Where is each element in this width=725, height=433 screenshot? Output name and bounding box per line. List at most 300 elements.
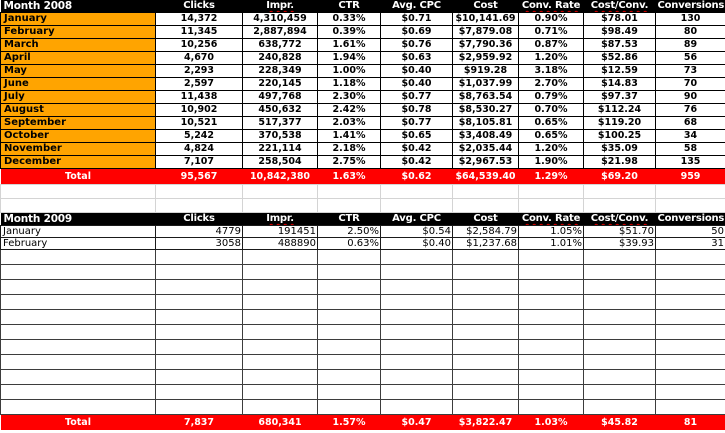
total-row-2008-value-cell[interactable]: $64,539.40 (453, 169, 519, 185)
month-row-2009-value-cell[interactable]: 50 (656, 226, 725, 238)
empty-row-value-cell[interactable] (519, 310, 584, 325)
total-row-2009-value-cell[interactable]: $3,822.47 (453, 415, 519, 431)
empty-row-value-cell[interactable] (519, 280, 584, 295)
col-cost[interactable]: Cost (453, 213, 519, 226)
col-impressions[interactable]: Impr. (243, 213, 318, 226)
month-row-2008-value-cell[interactable]: $0.77 (381, 91, 453, 104)
month-row-2008-value-cell[interactable]: 2,597 (156, 78, 243, 91)
empty-row-value-cell[interactable] (156, 280, 243, 295)
month-row-2008-value-cell[interactable]: 0.71% (519, 26, 584, 39)
month-row-2008-value-cell[interactable]: $1,037.99 (453, 78, 519, 91)
month-row-2009-value-cell[interactable]: 0.63% (318, 238, 381, 250)
empty-row-label-cell[interactable] (1, 280, 156, 295)
empty-row-value-cell[interactable] (584, 295, 656, 310)
month-row-2008-value-cell[interactable]: 221,114 (243, 143, 318, 156)
empty-row-value-cell[interactable] (453, 385, 519, 400)
empty-row-value-cell[interactable] (318, 295, 381, 310)
total-row-2008-value-cell[interactable]: 959 (656, 169, 725, 185)
month-row-2009-label-cell[interactable]: February (1, 238, 156, 250)
month-row-2008 (1, 130, 725, 143)
spacer-row-value-cell[interactable] (381, 185, 453, 199)
empty-row-label-cell[interactable] (1, 340, 156, 355)
empty-row-value-cell[interactable] (519, 325, 584, 340)
month-row-2008-value-cell[interactable]: 0.90% (519, 13, 584, 26)
month-row-2008-value-cell[interactable]: 0.65% (519, 130, 584, 143)
month-row-2008-value-cell[interactable]: 2,887,894 (243, 26, 318, 39)
month-row-2008-value-cell[interactable]: $14.83 (584, 78, 656, 91)
month-row-2008-value-cell[interactable]: $0.63 (381, 52, 453, 65)
total-row-2008-value-cell[interactable]: 95,567 (156, 169, 243, 185)
empty-row-value-cell[interactable] (318, 325, 381, 340)
col-conversions[interactable]: Conversions (657, 0, 725, 11)
empty-row-value-cell[interactable] (156, 265, 243, 280)
empty-row-value-cell[interactable] (656, 355, 725, 370)
total-row-2008-value-cell[interactable]: 1.63% (318, 169, 381, 185)
month-row-2008 (1, 117, 725, 130)
table-2009-title[interactable]: Month 2009 (1, 213, 156, 226)
month-row-2008-value-cell[interactable]: 0.79% (519, 91, 584, 104)
month-row-2009-value-cell[interactable]: 1.01% (519, 238, 584, 250)
empty-row-value-cell[interactable] (584, 400, 656, 415)
empty-row-label-cell[interactable] (1, 325, 156, 340)
month-row-2009-value-cell[interactable]: 2.50% (318, 226, 381, 238)
total-row-2009-value-cell[interactable]: 1.57% (318, 415, 381, 431)
month-row-2008-value-cell[interactable]: 2.30% (318, 91, 381, 104)
col-avg-cpc[interactable]: Avg. CPC (381, 0, 453, 13)
month-row-2008-value-cell[interactable]: $119.20 (584, 117, 656, 130)
month-row-2008-value-cell[interactable]: 220,145 (243, 78, 318, 91)
month-row-2008-value-cell[interactable]: 497,768 (243, 91, 318, 104)
spacer-row-value-cell[interactable] (453, 185, 519, 199)
spacer-row-value-cell[interactable] (318, 185, 381, 199)
empty-row-value-cell[interactable] (584, 250, 656, 265)
month-row-2008-value-cell[interactable]: 1.94% (318, 52, 381, 65)
month-row-2008-value-cell[interactable]: 5,242 (156, 130, 243, 143)
month-row-2008-value-cell[interactable]: $0.42 (381, 156, 453, 169)
empty-row-value-cell[interactable] (584, 280, 656, 295)
month-row-2008-value-cell[interactable]: $52.86 (584, 52, 656, 65)
empty-row-value-cell[interactable] (243, 340, 318, 355)
empty-row-value-cell[interactable] (156, 400, 243, 415)
empty-row-value-cell[interactable] (656, 310, 725, 325)
empty-row-value-cell[interactable] (381, 295, 453, 310)
empty-row-value-cell[interactable] (381, 370, 453, 385)
empty-row-value-cell[interactable] (519, 265, 584, 280)
total-row-2009-value-cell[interactable]: $45.82 (584, 415, 656, 431)
spacer-row-value-cell[interactable] (519, 199, 584, 213)
empty-row-value-cell[interactable] (584, 325, 656, 340)
empty-row-value-cell[interactable] (584, 370, 656, 385)
month-row-2008-value-cell[interactable]: 2.70% (519, 78, 584, 91)
month-row-2008-value-cell[interactable]: $112.24 (584, 104, 656, 117)
month-row-2008-value-cell[interactable]: $78.01 (584, 13, 656, 26)
month-row-2008-value-cell[interactable]: 1.90% (519, 156, 584, 169)
month-row-2008-value-cell[interactable]: 135 (656, 156, 725, 169)
empty-row-value-cell[interactable] (381, 355, 453, 370)
empty-row-value-cell[interactable] (519, 370, 584, 385)
empty-row-value-cell[interactable] (381, 265, 453, 280)
empty-row-value-cell[interactable] (381, 400, 453, 415)
month-row-2008-value-cell[interactable]: 1.20% (519, 52, 584, 65)
spacer-row-value-cell[interactable] (584, 185, 656, 199)
empty-row-value-cell[interactable] (519, 385, 584, 400)
empty-row-value-cell[interactable] (519, 295, 584, 310)
month-row-2008-value-cell[interactable]: $97.37 (584, 91, 656, 104)
total-row-2009 (1, 415, 725, 431)
month-row-2008-label-cell[interactable]: January (1, 13, 156, 26)
month-row-2008-value-cell[interactable]: 34 (656, 130, 725, 143)
col-clicks[interactable]: Clicks (156, 0, 243, 13)
empty-row-value-cell[interactable] (519, 355, 584, 370)
month-row-2008-value-cell[interactable]: 1.20% (519, 143, 584, 156)
month-row-2008 (1, 52, 725, 65)
total-row-2008-label-cell[interactable]: Total (1, 169, 156, 185)
month-row-2008 (1, 26, 725, 39)
empty-row (1, 265, 725, 280)
empty-row-label-cell[interactable] (1, 250, 156, 265)
month-row-2009-value-cell[interactable]: 488890 (243, 238, 318, 250)
empty-row-label-cell[interactable] (1, 295, 156, 310)
empty-row (1, 295, 725, 310)
month-row-2008 (1, 91, 725, 104)
col-conversions[interactable]: Conversions (657, 213, 725, 224)
empty-row-value-cell[interactable] (381, 310, 453, 325)
spacer-row-value-cell[interactable] (519, 185, 584, 199)
month-row-2009-value-cell[interactable]: $0.40 (381, 238, 453, 250)
empty-row (1, 250, 725, 265)
month-row-2008-label-cell[interactable]: December (1, 156, 156, 169)
spacer-row-value-cell[interactable] (156, 185, 243, 199)
empty-row-value-cell[interactable] (453, 265, 519, 280)
empty-row-value-cell[interactable] (318, 280, 381, 295)
total-row-2009-value-cell[interactable]: 680,341 (243, 415, 318, 431)
month-row-2009-value-cell[interactable]: 191451 (243, 226, 318, 238)
month-row-2008-value-cell[interactable]: 2.18% (318, 143, 381, 156)
month-row-2008-value-cell[interactable]: 11,345 (156, 26, 243, 39)
spacer-row-label-cell[interactable] (1, 185, 156, 199)
month-row-2008-value-cell[interactable]: 240,828 (243, 52, 318, 65)
month-row-2008-value-cell[interactable]: 7,107 (156, 156, 243, 169)
month-row-2008-label-cell[interactable]: August (1, 104, 156, 117)
month-row-2009-value-cell[interactable]: 1.05% (519, 226, 584, 238)
empty-row-value-cell[interactable] (318, 265, 381, 280)
month-row-2008-value-cell[interactable]: $12.59 (584, 65, 656, 78)
empty-row-value-cell[interactable] (381, 280, 453, 295)
spacer-row-value-cell[interactable] (318, 199, 381, 213)
empty-row-value-cell[interactable] (318, 385, 381, 400)
month-row-2009 (1, 226, 725, 238)
col-ctr[interactable]: CTR (318, 213, 381, 226)
empty-row-label-cell[interactable] (1, 370, 156, 385)
month-row-2008 (1, 13, 725, 26)
empty-row-value-cell[interactable] (656, 295, 725, 310)
col-conv-rate[interactable]: Conv. Rate (519, 213, 584, 226)
month-row-2008-value-cell[interactable]: 2.75% (318, 156, 381, 169)
month-row-2009-value-cell[interactable]: $0.54 (381, 226, 453, 238)
empty-row-value-cell[interactable] (453, 310, 519, 325)
month-row-2008-label-cell[interactable]: June (1, 78, 156, 91)
month-row-2008-value-cell[interactable]: 70 (656, 78, 725, 91)
month-row-2008 (1, 39, 725, 52)
empty-row-value-cell[interactable] (243, 295, 318, 310)
month-row-2008-value-cell[interactable]: $21.98 (584, 156, 656, 169)
month-row-2008-value-cell[interactable]: 258,504 (243, 156, 318, 169)
spacer-row-value-cell[interactable] (453, 199, 519, 213)
spacer-row-value-cell[interactable] (243, 185, 318, 199)
month-row-2008-value-cell[interactable]: $10,141.69 (453, 13, 519, 26)
empty-row-value-cell[interactable] (453, 280, 519, 295)
month-row-2008-value-cell[interactable]: 0.70% (519, 104, 584, 117)
spacer-row-value-cell[interactable] (584, 199, 656, 213)
month-row-2008-value-cell[interactable]: 2.03% (318, 117, 381, 130)
spacer-row-label-cell[interactable] (1, 199, 156, 213)
month-row-2008-value-cell[interactable]: 11,438 (156, 91, 243, 104)
empty-row-value-cell[interactable] (584, 265, 656, 280)
spacer-row-value-cell[interactable] (656, 199, 725, 213)
month-row-2008-value-cell[interactable]: $0.76 (381, 39, 453, 52)
empty-row-value-cell[interactable] (656, 370, 725, 385)
empty-row-value-cell[interactable] (656, 250, 725, 265)
month-row-2008-label-cell[interactable]: March (1, 39, 156, 52)
empty-row-value-cell[interactable] (519, 340, 584, 355)
empty-row-value-cell[interactable] (656, 265, 725, 280)
empty-row-value-cell[interactable] (453, 340, 519, 355)
total-row-2008 (1, 169, 725, 185)
col-cost[interactable]: Cost (453, 0, 519, 13)
month-row-2008-value-cell[interactable]: $7,879.08 (453, 26, 519, 39)
empty-row-label-cell[interactable] (1, 385, 156, 400)
month-row-2008-value-cell[interactable]: 14,372 (156, 13, 243, 26)
empty-row-value-cell[interactable] (156, 385, 243, 400)
table-2009-body (1, 226, 725, 431)
month-row-2008-label-cell[interactable]: February (1, 26, 156, 39)
month-row-2008-value-cell[interactable]: 450,632 (243, 104, 318, 117)
month-row-2009-value-cell[interactable]: 3058 (156, 238, 243, 250)
col-clicks[interactable]: Clicks (156, 213, 243, 226)
month-row-2008-value-cell[interactable]: $8,530.27 (453, 104, 519, 117)
month-row-2008-value-cell[interactable]: $0.69 (381, 26, 453, 39)
spacer-row-value-cell[interactable] (381, 199, 453, 213)
col-avg-cpc[interactable]: Avg. CPC (381, 213, 453, 226)
month-row-2008-value-cell[interactable]: $0.77 (381, 117, 453, 130)
empty-row-value-cell[interactable] (453, 295, 519, 310)
col-conv-rate[interactable]: Conv. Rate (519, 0, 584, 13)
empty-row-value-cell[interactable] (156, 295, 243, 310)
empty-row-value-cell[interactable] (243, 310, 318, 325)
total-row-2009-value-cell[interactable]: 1.03% (519, 415, 584, 431)
month-row-2008-value-cell[interactable]: $2,035.44 (453, 143, 519, 156)
empty-row-value-cell[interactable] (453, 370, 519, 385)
empty-row-value-cell[interactable] (156, 250, 243, 265)
total-row-2008-value-cell[interactable]: 10,842,380 (243, 169, 318, 185)
month-row-2009-value-cell[interactable]: $1,237.68 (453, 238, 519, 250)
month-row-2008-value-cell[interactable]: $100.25 (584, 130, 656, 143)
empty-row-value-cell[interactable] (656, 400, 725, 415)
empty-row-value-cell[interactable] (243, 355, 318, 370)
empty-row-label-cell[interactable] (1, 265, 156, 280)
month-row-2009-value-cell[interactable]: 31 (656, 238, 725, 250)
empty-row-value-cell[interactable] (156, 340, 243, 355)
empty-row-value-cell[interactable] (584, 340, 656, 355)
total-row-2009-value-cell[interactable]: $0.47 (381, 415, 453, 431)
empty-row (1, 340, 725, 355)
month-row-2008-value-cell[interactable]: $2,959.92 (453, 52, 519, 65)
total-row-2009-value-cell[interactable]: 81 (656, 415, 725, 431)
month-row-2009-label-cell[interactable]: January (1, 226, 156, 238)
month-row-2009-value-cell[interactable]: $2,584.79 (453, 226, 519, 238)
month-row-2008-value-cell[interactable]: $0.65 (381, 130, 453, 143)
total-row-2009-value-cell[interactable]: 7,837 (156, 415, 243, 431)
empty-row-label-cell[interactable] (1, 400, 156, 415)
table-2008-body (1, 13, 725, 185)
empty-row-value-cell[interactable] (318, 310, 381, 325)
empty-row-label-cell[interactable] (1, 355, 156, 370)
month-row-2008-value-cell[interactable]: $0.40 (381, 78, 453, 91)
empty-row-value-cell[interactable] (381, 340, 453, 355)
col-cost-per-conv[interactable]: Cost/Conv. (584, 213, 656, 226)
empty-row-value-cell[interactable] (318, 250, 381, 265)
empty-row-value-cell[interactable] (156, 310, 243, 325)
empty-row-value-cell[interactable] (381, 250, 453, 265)
month-row-2008-value-cell[interactable]: 2.42% (318, 104, 381, 117)
month-row-2008-value-cell[interactable]: 228,349 (243, 65, 318, 78)
empty-row-value-cell[interactable] (318, 355, 381, 370)
month-row-2008-value-cell[interactable]: 2,293 (156, 65, 243, 78)
month-row-2008-value-cell[interactable]: $0.78 (381, 104, 453, 117)
month-row-2008-value-cell[interactable]: 89 (656, 39, 725, 52)
col-cost-per-conv[interactable]: Cost/Conv. (584, 0, 656, 13)
month-row-2008-label-cell[interactable]: October (1, 130, 156, 143)
month-row-2008-value-cell[interactable]: 0.33% (318, 13, 381, 26)
month-row-2008-value-cell[interactable]: $3,408.49 (453, 130, 519, 143)
empty-row-value-cell[interactable] (656, 280, 725, 295)
empty-row-value-cell[interactable] (453, 400, 519, 415)
month-row-2008-value-cell[interactable]: 0.39% (318, 26, 381, 39)
empty-row-value-cell[interactable] (656, 340, 725, 355)
month-row-2008-value-cell[interactable]: $7,790.36 (453, 39, 519, 52)
col-impressions[interactable]: Impr. (243, 0, 318, 13)
month-row-2009-value-cell[interactable]: $51.70 (584, 226, 656, 238)
month-row-2008-value-cell[interactable]: 3.18% (519, 65, 584, 78)
month-row-2008-value-cell[interactable]: 4,824 (156, 143, 243, 156)
month-row-2009-value-cell[interactable]: $39.93 (584, 238, 656, 250)
month-row-2008-value-cell[interactable]: 638,772 (243, 39, 318, 52)
empty-row-value-cell[interactable] (243, 250, 318, 265)
month-row-2009-value-cell[interactable]: 4779 (156, 226, 243, 238)
empty-row-value-cell[interactable] (243, 265, 318, 280)
table-2008-header-section (1, 0, 725, 13)
empty-row-value-cell[interactable] (453, 250, 519, 265)
month-row-2008-value-cell[interactable]: 80 (656, 26, 725, 39)
month-row-2008-value-cell[interactable]: 73 (656, 65, 725, 78)
empty-row-value-cell[interactable] (318, 370, 381, 385)
month-row-2008-value-cell[interactable]: 517,377 (243, 117, 318, 130)
empty-row-value-cell[interactable] (656, 325, 725, 340)
month-row-2008-value-cell[interactable]: $0.40 (381, 65, 453, 78)
month-row-2008-value-cell[interactable]: 56 (656, 52, 725, 65)
month-row-2008-value-cell[interactable]: 68 (656, 117, 725, 130)
empty-row-value-cell[interactable] (584, 310, 656, 325)
month-row-2008-value-cell[interactable]: $0.71 (381, 13, 453, 26)
total-row-2008-value-cell[interactable]: 1.29% (519, 169, 584, 185)
total-row-2008-value-cell[interactable]: $69.20 (584, 169, 656, 185)
month-row-2008 (1, 65, 725, 78)
month-row-2008-value-cell[interactable]: 4,670 (156, 52, 243, 65)
spacer-row-value-cell[interactable] (243, 199, 318, 213)
month-row-2008-value-cell[interactable]: 370,538 (243, 130, 318, 143)
month-row-2008 (1, 104, 725, 117)
month-row-2008-value-cell[interactable]: 1.61% (318, 39, 381, 52)
empty-row-value-cell[interactable] (519, 250, 584, 265)
month-row-2008-value-cell[interactable]: $8,105.81 (453, 117, 519, 130)
month-row-2008-value-cell[interactable]: 1.00% (318, 65, 381, 78)
table-2008-title[interactable]: Month 2008 (1, 0, 156, 13)
total-row-2009-label-cell[interactable]: Total (1, 415, 156, 431)
empty-row-value-cell[interactable] (519, 400, 584, 415)
month-row-2008-value-cell[interactable]: 0.65% (519, 117, 584, 130)
empty-row-value-cell[interactable] (243, 400, 318, 415)
month-row-2008-value-cell[interactable]: 1.18% (318, 78, 381, 91)
spacer-row-value-cell[interactable] (656, 185, 725, 199)
empty-row-value-cell[interactable] (453, 355, 519, 370)
empty-row-value-cell[interactable] (243, 370, 318, 385)
empty-row-value-cell[interactable] (243, 280, 318, 295)
month-row-2008-value-cell[interactable]: 0.87% (519, 39, 584, 52)
month-row-2008-label-cell[interactable]: April (1, 52, 156, 65)
month-row-2008-value-cell[interactable]: $2,967.53 (453, 156, 519, 169)
month-row-2008-value-cell[interactable]: 10,521 (156, 117, 243, 130)
empty-row-value-cell[interactable] (453, 325, 519, 340)
month-row-2008-value-cell[interactable]: $919.28 (453, 65, 519, 78)
empty-row-label-cell[interactable] (1, 310, 156, 325)
month-row-2008-value-cell[interactable]: 58 (656, 143, 725, 156)
empty-row (1, 355, 725, 370)
month-row-2008-value-cell[interactable]: $98.49 (584, 26, 656, 39)
month-row-2008-value-cell[interactable]: $87.53 (584, 39, 656, 52)
month-row-2008-value-cell[interactable]: 130 (656, 13, 725, 26)
month-row-2008-value-cell[interactable]: 90 (656, 91, 725, 104)
month-row-2008-value-cell[interactable]: 76 (656, 104, 725, 117)
empty-row-value-cell[interactable] (243, 325, 318, 340)
month-row-2008-value-cell[interactable]: 10,256 (156, 39, 243, 52)
month-row-2008-label-cell[interactable]: November (1, 143, 156, 156)
empty-row-value-cell[interactable] (156, 355, 243, 370)
month-row-2008-value-cell[interactable]: 1.41% (318, 130, 381, 143)
empty-row-value-cell[interactable] (584, 385, 656, 400)
month-row-2008-value-cell[interactable]: $8,763.54 (453, 91, 519, 104)
empty-row-value-cell[interactable] (243, 385, 318, 400)
month-row-2008-value-cell[interactable]: $35.09 (584, 143, 656, 156)
empty-row-value-cell[interactable] (381, 325, 453, 340)
month-row-2008-value-cell[interactable]: $0.42 (381, 143, 453, 156)
empty-row-value-cell[interactable] (318, 400, 381, 415)
month-row-2008-label-cell[interactable]: May (1, 65, 156, 78)
month-row-2008-label-cell[interactable]: July (1, 91, 156, 104)
empty-row-value-cell[interactable] (156, 370, 243, 385)
month-row-2008-label-cell[interactable]: September (1, 117, 156, 130)
empty-row-value-cell[interactable] (381, 385, 453, 400)
col-ctr[interactable]: CTR (318, 0, 381, 13)
empty-row-value-cell[interactable] (656, 385, 725, 400)
empty-row (1, 385, 725, 400)
month-row-2008-value-cell[interactable]: 4,310,459 (243, 13, 318, 26)
empty-row-value-cell[interactable] (584, 355, 656, 370)
total-row-2008-value-cell[interactable]: $0.62 (381, 169, 453, 185)
month-row-2008-value-cell[interactable]: 10,902 (156, 104, 243, 117)
empty-row-value-cell[interactable] (156, 325, 243, 340)
empty-row-value-cell[interactable] (318, 340, 381, 355)
spacer-row-value-cell[interactable] (156, 199, 243, 213)
